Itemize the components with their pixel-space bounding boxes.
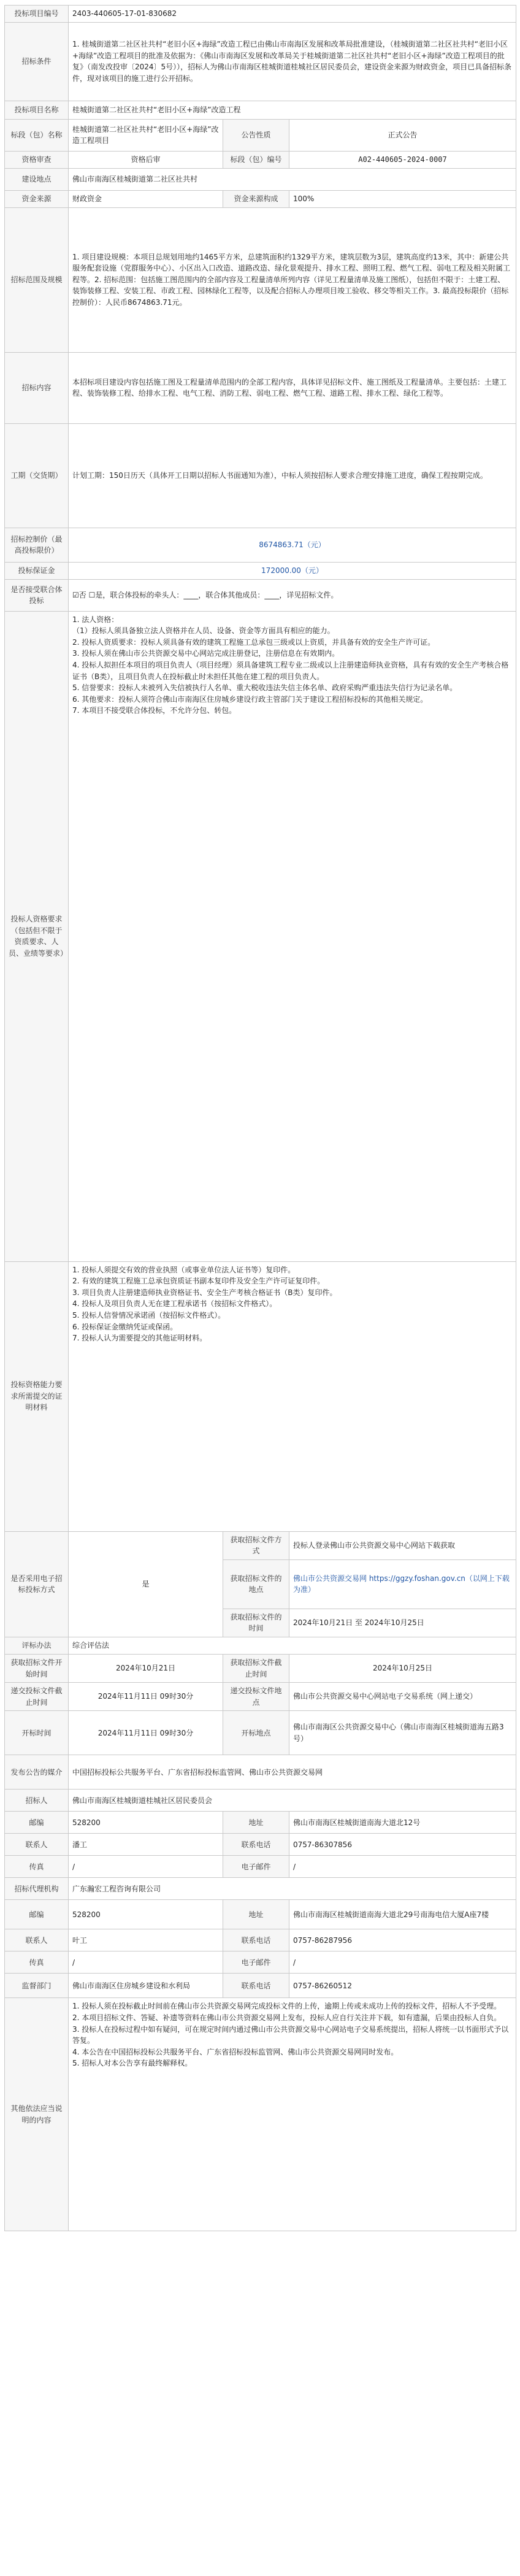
label-media: 发布公告的媒介 [5, 1755, 69, 1790]
value-agency-zip: 528200 [69, 1900, 223, 1929]
qual-line: （1）投标人须具备独立法人资格并在人员、设备、资金等方面具有相应的能力。 [72, 626, 335, 636]
label-open-place: 开标地点 [223, 1711, 289, 1755]
label-submit-place: 递交投标文件地点 [223, 1683, 289, 1711]
label-tenderer-email: 电子邮件 [223, 1856, 289, 1878]
label-project-name: 投标项目名称 [5, 101, 69, 119]
row-bid-start [5, 1654, 516, 1682]
row-section-code [5, 151, 516, 168]
row-tenderer-email [5, 1856, 516, 1878]
value-bid-start: 2024年10月21日 [69, 1654, 223, 1682]
label-supervise: 监督部门 [5, 1974, 69, 1998]
label-overview: 招标范围及规模 [5, 207, 69, 352]
label-agency-addr: 地址 [223, 1900, 289, 1929]
value-fetch-time: 2024年10月21日 至 2024年10月25日 [289, 1609, 516, 1637]
label-eval: 评标办法 [5, 1637, 69, 1654]
label-notice-type: 公告性质 [223, 119, 289, 151]
label-content: 招标内容 [5, 352, 69, 423]
label-fetch-time: 获取招标文件的时间 [223, 1609, 289, 1637]
value-bid-conditions: 1. 桂城街道第二社区社共村“老旧小区+海绿”改造工程已由佛山市南海区发展和改革局批准建设，（桂城街道第二社区社共村“老旧小区+海绿”改造工程项目的批准及依据为：《佛山市南海区发展和改革局关于桂城街道第二社区社共村“老旧小区+海绿”改造工程项目的批复》（南发改投审〔2024〕5号）），招标人为佛山市南海区桂城街道桂城社区居民委员会，建设资金来源为财政资金，项目已具备招标条件，现对该项目的施工进行公开招标。 [69, 22, 516, 101]
value-fetch-place[interactable]: 佛山市公共资源交易网 https://ggzy.foshan.gov.cn（以网上下载为准） [289, 1559, 516, 1609]
label-bid-end: 获取招标文件截止时间 [223, 1654, 289, 1682]
notes-line: 2. 本项目招标文件、答疑、补遗等资料在佛山市公共资源交易网上发布，投标人应自行关注并下载，如有遗漏，后果由投标人自负。 [72, 2013, 502, 2022]
row-tenderer-addr [5, 1812, 516, 1834]
notes-line: 1. 投标人须在投标截止时间前在佛山市公共资源交易网完成投标文件的上传，逾期上传或未成功上传的投标文件，招标人不予受理。 [72, 2002, 502, 2011]
row-joint [5, 579, 516, 611]
value-tenderer-phone: 0757-86307856 [289, 1834, 516, 1856]
row-media [5, 1755, 516, 1790]
label-joint: 是否接受联合体投标 [5, 579, 69, 611]
value-funding-ratio: 100% [289, 190, 516, 207]
value-tenderer: 佛山市南海区桂城街道桂城社区居民委员会 [69, 1790, 516, 1812]
value-agency-person: 叶工 [69, 1929, 223, 1951]
label-tenderer-addr: 地址 [223, 1812, 289, 1834]
label-duration: 工期（交货期） [5, 423, 69, 528]
value-project-code: 2403-440605-17-01-830682 [69, 6, 516, 23]
value-agency-addr: 佛山市南海区桂城街道南海大道北29号南海电信大厦A座7楼 [289, 1900, 516, 1929]
label-agency: 招标代理机构 [5, 1878, 69, 1900]
label-deadline: 递交投标文件截止时间 [5, 1683, 69, 1711]
label-fetch-method: 获取招标文件方式 [223, 1531, 289, 1559]
docs-line: 4. 投标人及项目负责人无在建工程承诺书（按招标文件格式）。 [72, 1299, 277, 1309]
value-duration: 计划工期：150日历天（具体开工日期以招标人书面通知为准），中标人须按招标人要求合理安排施工进度，确保工程按期完成。 [69, 423, 516, 528]
row-funding [5, 190, 516, 207]
announcement-table [4, 5, 516, 2231]
row-agency [5, 1878, 516, 1900]
row-overview [5, 207, 516, 352]
qual-line: 1. 法人资格： [72, 615, 119, 624]
docs-line: 3. 项目负责人注册建造师执业资格证书、安全生产考核合格证书（B类）复印件。 [72, 1288, 337, 1297]
qual-line: 3. 投标人须在佛山市公共资源交易中心网站完成注册登记，注册信息在有效期内。 [72, 649, 340, 658]
row-project-code [5, 6, 516, 23]
qual-line: 2. 投标人资质要求：投标人须具备有效的建筑工程施工总承包三级或以上资质，并具备有效的安全生产许可证。 [72, 637, 435, 647]
row-eval [5, 1637, 516, 1654]
value-tenderer-zip: 528200 [69, 1812, 223, 1834]
label-fetch-place: 获取招标文件的地点 [223, 1559, 289, 1609]
value-fetch-method: 投标人登录佛山市公共资源交易中心网站下载获取 [289, 1531, 516, 1559]
notes-line: 3. 投标人在投标过程中如有疑问，可在规定时间内通过佛山市公共资源交易中心网站电子交易系统提出，招标人将统一以书面形式予以答复。 [72, 2024, 509, 2045]
row-notes [5, 1998, 516, 2231]
label-bid-conditions: 招标条件 [5, 22, 69, 101]
value-supervise-phone: 0757-86260512 [289, 1974, 516, 1998]
row-max-price [5, 528, 516, 562]
label-section-code: 标段（包）编号 [223, 151, 289, 168]
label-tenderer: 招标人 [5, 1790, 69, 1812]
qual-line: 7. 本项目不接受联合体投标，不允许分包、转包。 [72, 706, 237, 715]
label-supervise-phone: 联系电话 [223, 1974, 289, 1998]
value-open-place: 佛山市南海区公共资源交易中心（佛山市南海区桂城街道海五路3号） [289, 1711, 516, 1755]
row-agency-email [5, 1951, 516, 1974]
value-agency-email: / [289, 1951, 516, 1974]
row-duration [5, 423, 516, 528]
value-notice-type: 正式公告 [289, 119, 516, 151]
qual-line: 6. 其他要求：投标人须符合佛山市南海区住房城乡建设行政主管部门关于建设工程招标投标的其他相关规定。 [72, 694, 428, 704]
value-media: 中国招标投标公共服务平台、广东省招标投标监管网、佛山市公共资源交易网 [69, 1755, 516, 1790]
label-bid-bond: 投标保证金 [5, 562, 69, 579]
value-qualification [69, 611, 516, 1261]
value-open: 2024年11月11日 09时30分 [69, 1711, 223, 1755]
label-section-name: 标段（包）名称 [5, 119, 69, 151]
label-notes: 其他依法应当说明的内容 [5, 1998, 69, 2231]
qual-line: 5. 信誉要求：投标人未被列入失信被执行人名单、重大税收违法失信主体名单、政府采购严重违法失信行为记录名单。 [72, 683, 457, 693]
label-qualification: 投标人资格要求（包括但不限于资质要求、人员、业绩等要求） [5, 611, 69, 1261]
value-content: 本招标项目建设内容包括施工图及工程量清单范围内的全部工程内容，具体详见招标文件、施工图纸及工程量清单。主要包括：土建工程、装饰装修工程、给排水工程、电气工程、消防工程、弱电工程、燃气工程、道路工程、排水工程、绿化工程等。 [69, 352, 516, 423]
row-section-name [5, 119, 516, 151]
value-tenderer-fax: / [69, 1856, 223, 1878]
value-section-name: 桂城街道第二社区社共村“老旧小区+海绿”改造工程项目 [69, 119, 223, 151]
docs-line: 5. 投标人信誉情况承诺函（按招标文件格式）。 [72, 1310, 226, 1320]
row-tenderer [5, 1790, 516, 1812]
label-agency-person: 联系人 [5, 1929, 69, 1951]
label-max-price: 招标控制价（最高投标限价） [5, 528, 69, 562]
value-agency-fax: / [69, 1951, 223, 1974]
notes-line: 5. 招标人对本公告享有最终解释权。 [72, 2059, 193, 2068]
value-section-code: A02-440605-2024-0007 [289, 151, 516, 168]
value-max-price: 8674863.71（元） [69, 528, 516, 562]
docs-line: 1. 投标人须提交有效的营业执照（或事业单位法人证书等）复印件。 [72, 1265, 296, 1274]
value-project-name: 桂城街道第二社区社共村“老旧小区+海绿”改造工程 [69, 101, 516, 119]
docs-line: 2. 有效的建筑工程施工总承包资质证书副本复印件及安全生产许可证复印件。 [72, 1277, 325, 1286]
label-docs: 投标资格能力要求所需提交的证明材料 [5, 1261, 69, 1531]
notes-line: 4. 本公告在中国招标投标公共服务平台、广东省招标投标监管网、佛山市公共资源交易网同时发布。 [72, 2047, 399, 2056]
row-tenderer-person [5, 1834, 516, 1856]
value-agency: 广东瀚宏工程咨询有限公司 [69, 1878, 516, 1900]
value-bid-bond: 172000.00（元） [69, 562, 516, 579]
row-deadline [5, 1683, 516, 1711]
value-tenderer-person: 潘工 [69, 1834, 223, 1856]
docs-line: 7. 投标人认为需要提交的其他证明材料。 [72, 1334, 207, 1343]
label-electronic: 是否采用电子招标投标方式 [5, 1531, 69, 1637]
value-supervise: 佛山市南海区住房城乡建设和水利局 [69, 1974, 223, 1998]
label-tenderer-fax: 传真 [5, 1856, 69, 1878]
row-agency-addr [5, 1900, 516, 1929]
docs-line: 6. 投标保证金缴纳凭证或保函。 [72, 1322, 178, 1331]
label-agency-fax: 传真 [5, 1951, 69, 1974]
value-deadline: 2024年11月11日 09时30分 [69, 1683, 223, 1711]
label-open: 开标时间 [5, 1711, 69, 1755]
value-bid-end: 2024年10月25日 [289, 1654, 516, 1682]
label-agency-email: 电子邮件 [223, 1951, 289, 1974]
row-content [5, 352, 516, 423]
label-tenderer-person: 联系人 [5, 1834, 69, 1856]
value-agency-phone: 0757-86287956 [289, 1929, 516, 1951]
value-submit-place: 佛山市公共资源交易中心网站电子交易系统（网上递交） [289, 1683, 516, 1711]
value-electronic: 是 [69, 1531, 223, 1637]
row-fetch-method [5, 1531, 516, 1559]
value-joint: ☑否 ☐是，联合体投标的牵头人：____，联合体其他成员：____，详见招标文件。 [69, 579, 516, 611]
label-tenderer-phone: 联系电话 [223, 1834, 289, 1856]
row-open [5, 1711, 516, 1755]
value-overview: 1. 项目建设规模：本项目总规划用地约1465平方米，总建筑面积约1329平方米，建筑层数为3层，建筑高度约13米，其中：新建公共服务配套设施（党群服务中心）、小区出入口改造、道路改造、绿化景观提升、排水工程、照明工程、燃气工程、弱电工程及相关附属工程等。2. 招标范围：包括施工图范围内的全部内容及工程量清单所列内容（详见工程量清单及施工图纸），包括但不限于：土建工程、装饰装修工程、安装工程、市政工程、园林绿化工程等，以及配合招标人办理项目竣工验收、移交等相关工作。3. 最高投标限价（招标控制价）：人民币8674863.71元。 [69, 207, 516, 352]
value-notes [69, 1998, 516, 2231]
row-supervise [5, 1974, 516, 1998]
label-agency-phone: 联系电话 [223, 1929, 289, 1951]
label-tenderer-zip: 邮编 [5, 1812, 69, 1834]
row-docs [5, 1261, 516, 1531]
value-tenderer-email: / [289, 1856, 516, 1878]
value-funding: 财政资金 [69, 190, 223, 207]
row-agency-person [5, 1929, 516, 1951]
row-site [5, 168, 516, 190]
label-review: 资格审查 [5, 151, 69, 168]
value-eval: 综合评估法 [69, 1637, 516, 1654]
label-agency-zip: 邮编 [5, 1900, 69, 1929]
label-funding: 资金来源 [5, 190, 69, 207]
row-bid-conditions [5, 22, 516, 101]
label-funding-ratio: 资金来源构成 [223, 190, 289, 207]
row-qualification [5, 611, 516, 1261]
value-tenderer-addr: 佛山市南海区桂城街道南海大道北12号 [289, 1812, 516, 1834]
row-project-name [5, 101, 516, 119]
label-bid-start: 获取招标文件开始时间 [5, 1654, 69, 1682]
row-bid-bond [5, 562, 516, 579]
value-review: 资格后审 [69, 151, 223, 168]
value-site: 佛山市南海区桂城街道第二社区社共村 [69, 168, 516, 190]
label-project-code: 投标项目编号 [5, 6, 69, 23]
qual-line: 4. 投标人拟担任本项目的项目负责人（项目经理）须具备建筑工程专业二级或以上注册建造师执业资格，具有有效的安全生产考核合格证书（B类），且项目负责人在投标截止时未担任其他在建工程的项目负责人。 [72, 660, 509, 681]
value-docs [69, 1261, 516, 1531]
label-site: 建设地点 [5, 168, 69, 190]
